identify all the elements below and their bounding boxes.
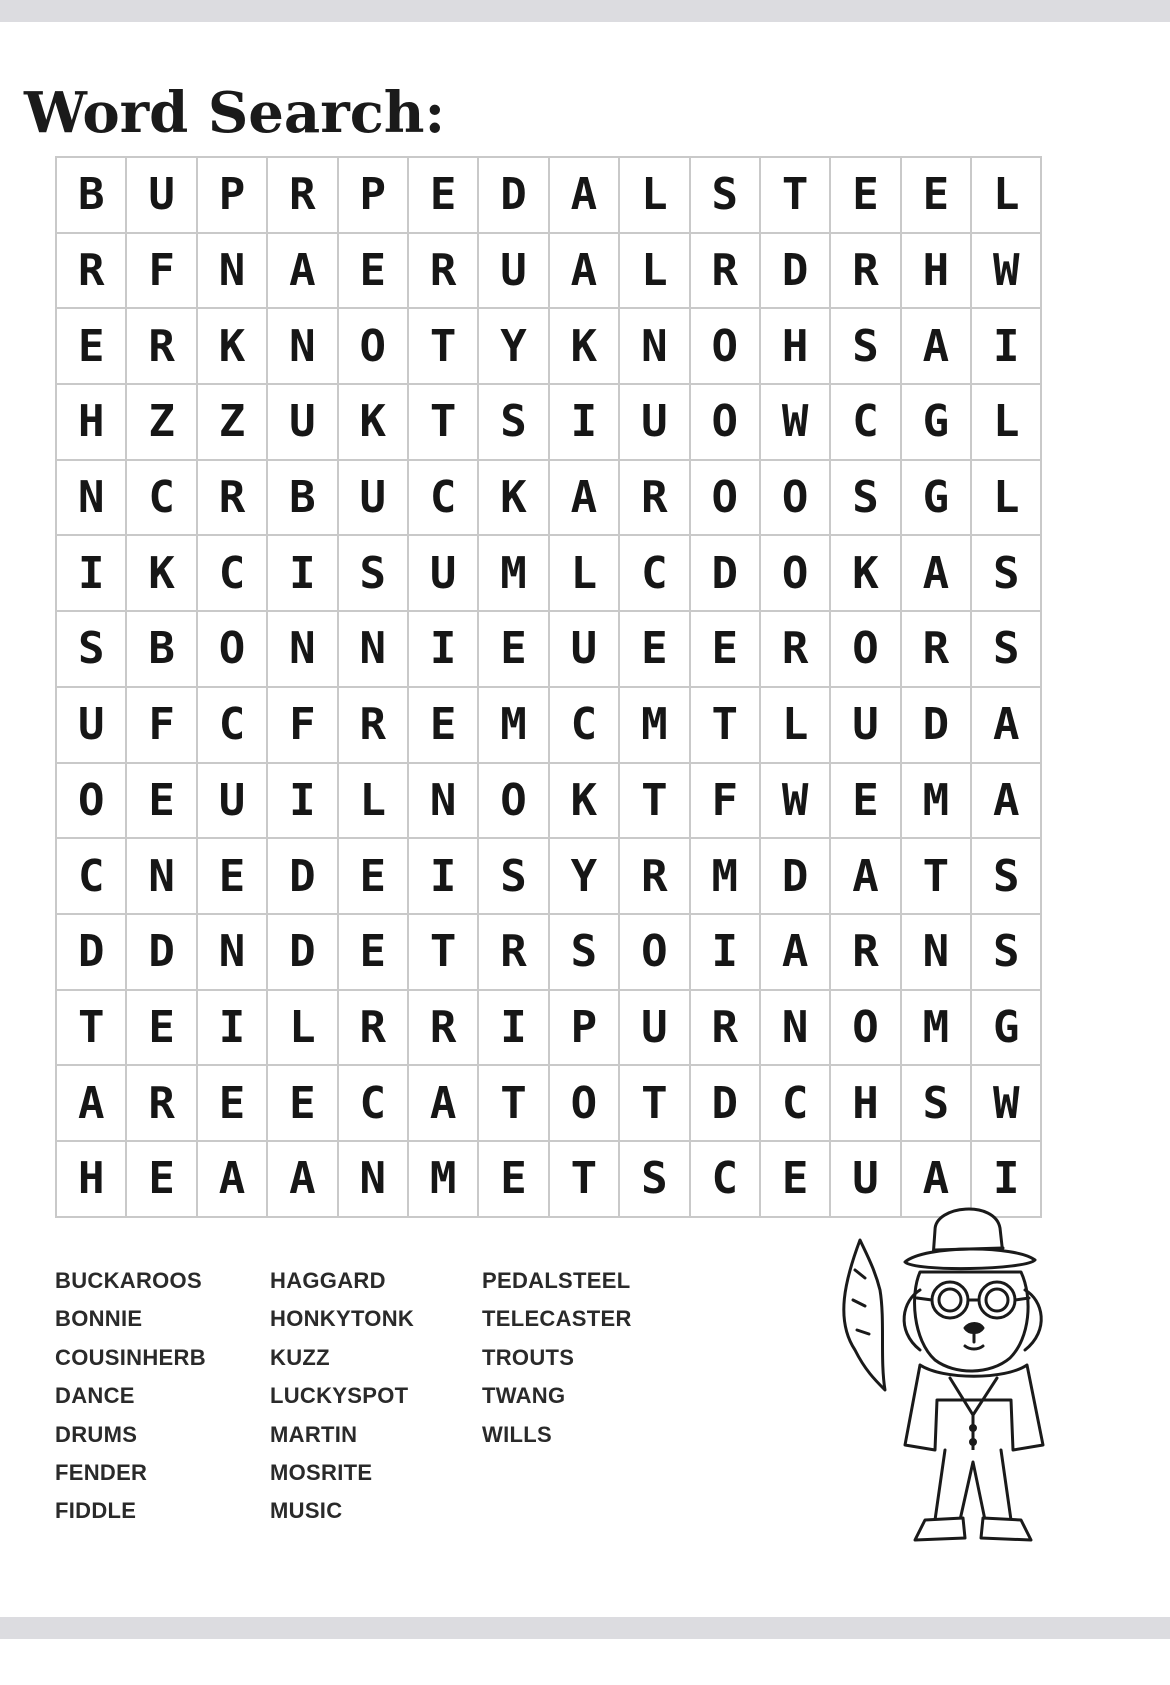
grid-cell[interactable]: A: [902, 309, 972, 385]
grid-cell[interactable]: D: [761, 839, 831, 915]
grid-cell[interactable]: S: [620, 1142, 690, 1218]
word-list-item: MUSIC: [270, 1498, 343, 1524]
word-list: [55, 1262, 682, 1531]
grid-cell[interactable]: K: [198, 309, 268, 385]
word-list-column: [55, 1262, 270, 1531]
grid-cell[interactable]: R: [268, 158, 338, 234]
grid-cell[interactable]: N: [620, 309, 690, 385]
grid-cell[interactable]: E: [902, 158, 972, 234]
grid-cell[interactable]: R: [620, 461, 690, 537]
grid-cell[interactable]: A: [902, 536, 972, 612]
grid-cell[interactable]: A: [550, 234, 620, 310]
grid-cell[interactable]: R: [691, 234, 761, 310]
grid-cell[interactable]: O: [620, 915, 690, 991]
grid-cell[interactable]: E: [127, 991, 197, 1067]
grid-cell[interactable]: O: [691, 461, 761, 537]
grid-cell[interactable]: A: [902, 1142, 972, 1218]
grid-cell[interactable]: O: [761, 461, 831, 537]
grid-cell[interactable]: O: [57, 764, 127, 840]
grid-cell[interactable]: O: [550, 1066, 620, 1142]
grid-cell[interactable]: A: [831, 839, 901, 915]
grid-cell[interactable]: E: [127, 1142, 197, 1218]
grid-cell[interactable]: C: [127, 461, 197, 537]
grid-cell[interactable]: C: [339, 1066, 409, 1142]
grid-cell[interactable]: S: [339, 536, 409, 612]
grid-cell[interactable]: T: [550, 1142, 620, 1218]
grid-cell[interactable]: D: [268, 915, 338, 991]
word-list-item: DRUMS: [55, 1421, 138, 1447]
grid-cell[interactable]: E: [761, 1142, 831, 1218]
grid-cell[interactable]: S: [972, 612, 1042, 688]
page-title: Word Search:: [24, 80, 446, 146]
grid-cell[interactable]: C: [57, 839, 127, 915]
grid-cell[interactable]: M: [902, 991, 972, 1067]
grid-cell[interactable]: N: [409, 764, 479, 840]
grid-cell[interactable]: D: [127, 915, 197, 991]
grid-cell[interactable]: R: [831, 915, 901, 991]
grid-cell[interactable]: E: [57, 309, 127, 385]
grid-cell[interactable]: R: [409, 234, 479, 310]
grid-cell[interactable]: Y: [479, 309, 549, 385]
grid-cell[interactable]: T: [620, 1066, 690, 1142]
grid-cell[interactable]: G: [902, 461, 972, 537]
grid-cell[interactable]: T: [57, 991, 127, 1067]
grid-cell[interactable]: O: [691, 309, 761, 385]
grid-cell[interactable]: E: [339, 915, 409, 991]
grid-cell[interactable]: M: [409, 1142, 479, 1218]
grid-cell[interactable]: L: [550, 536, 620, 612]
grid-cell[interactable]: I: [972, 1142, 1042, 1218]
grid-cell[interactable]: L: [972, 385, 1042, 461]
grid-cell[interactable]: U: [831, 1142, 901, 1218]
grid-cell[interactable]: D: [761, 234, 831, 310]
grid-cell[interactable]: K: [339, 385, 409, 461]
grid-cell[interactable]: N: [198, 234, 268, 310]
grid-cell[interactable]: T: [409, 309, 479, 385]
grid-cell[interactable]: P: [550, 991, 620, 1067]
grid-cell[interactable]: U: [127, 158, 197, 234]
grid-cell[interactable]: E: [339, 839, 409, 915]
grid-cell[interactable]: U: [57, 688, 127, 764]
grid-cell[interactable]: T: [620, 764, 690, 840]
grid-cell[interactable]: F: [127, 688, 197, 764]
grid-cell[interactable]: M: [902, 764, 972, 840]
grid-cell[interactable]: E: [831, 764, 901, 840]
grid-cell[interactable]: O: [831, 612, 901, 688]
grid-cell[interactable]: Z: [127, 385, 197, 461]
grid-cell[interactable]: S: [691, 158, 761, 234]
grid-cell[interactable]: G: [972, 991, 1042, 1067]
grid-cell[interactable]: H: [57, 385, 127, 461]
grid-cell[interactable]: I: [198, 991, 268, 1067]
grid-cell[interactable]: D: [479, 158, 549, 234]
grid-cell[interactable]: Z: [198, 385, 268, 461]
grid-cell[interactable]: A: [57, 1066, 127, 1142]
grid-cell[interactable]: E: [620, 612, 690, 688]
grid-cell[interactable]: H: [831, 1066, 901, 1142]
grid-cell[interactable]: C: [550, 688, 620, 764]
grid-cell[interactable]: E: [479, 612, 549, 688]
grid-cell[interactable]: A: [198, 1142, 268, 1218]
word-list-item: MARTIN: [270, 1421, 358, 1447]
grid-cell[interactable]: B: [268, 461, 338, 537]
grid-cell[interactable]: K: [127, 536, 197, 612]
grid-cell[interactable]: U: [620, 991, 690, 1067]
grid-cell[interactable]: D: [691, 536, 761, 612]
grid-cell[interactable]: S: [479, 839, 549, 915]
grid-cell[interactable]: A: [761, 915, 831, 991]
grid-cell[interactable]: N: [268, 309, 338, 385]
grid-cell[interactable]: C: [691, 1142, 761, 1218]
word-list-item: FENDER: [55, 1459, 148, 1485]
grid-cell[interactable]: N: [339, 1142, 409, 1218]
grid-cell[interactable]: M: [620, 688, 690, 764]
grid-cell[interactable]: E: [409, 688, 479, 764]
grid-cell[interactable]: R: [198, 461, 268, 537]
grid-cell[interactable]: E: [479, 1142, 549, 1218]
grid-cell[interactable]: A: [972, 688, 1042, 764]
grid-cell[interactable]: O: [339, 309, 409, 385]
bear-cowboy-mascot-icon: [825, 1200, 1095, 1560]
grid-cell[interactable]: W: [761, 385, 831, 461]
grid-cell[interactable]: F: [268, 688, 338, 764]
grid-cell[interactable]: R: [339, 688, 409, 764]
top-frame-edge: [0, 0, 1170, 22]
grid-cell[interactable]: C: [409, 461, 479, 537]
grid-cell[interactable]: M: [691, 839, 761, 915]
grid-cell[interactable]: E: [691, 612, 761, 688]
grid-cell[interactable]: R: [620, 839, 690, 915]
grid-cell[interactable]: L: [972, 461, 1042, 537]
grid-cell[interactable]: L: [339, 764, 409, 840]
word-list-item: TWANG: [482, 1383, 566, 1409]
grid-cell[interactable]: O: [761, 536, 831, 612]
grid-cell[interactable]: S: [57, 612, 127, 688]
grid-cell[interactable]: I: [57, 536, 127, 612]
grid-cell[interactable]: I: [550, 385, 620, 461]
grid-cell[interactable]: T: [409, 915, 479, 991]
grid-cell[interactable]: D: [268, 839, 338, 915]
grid-cell[interactable]: T: [761, 158, 831, 234]
grid-cell[interactable]: E: [198, 1066, 268, 1142]
grid-cell[interactable]: T: [902, 839, 972, 915]
word-list-item: TROUTS: [482, 1344, 575, 1370]
grid-cell[interactable]: W: [972, 1066, 1042, 1142]
grid-cell[interactable]: K: [831, 536, 901, 612]
grid-cell[interactable]: K: [479, 461, 549, 537]
grid-cell[interactable]: H: [902, 234, 972, 310]
word-list-item: BUCKAROOS: [55, 1268, 202, 1293]
grid-cell[interactable]: A: [550, 461, 620, 537]
grid-cell[interactable]: U: [339, 461, 409, 537]
grid-cell[interactable]: T: [691, 688, 761, 764]
grid-cell[interactable]: E: [127, 764, 197, 840]
grid-cell[interactable]: E: [409, 158, 479, 234]
word-list-item: COUSINHERB: [55, 1344, 206, 1370]
word-list-item: MOSRITE: [270, 1459, 373, 1485]
grid-cell[interactable]: F: [127, 234, 197, 310]
grid-cell[interactable]: U: [550, 612, 620, 688]
word-list-item: WILLS: [482, 1421, 552, 1447]
grid-cell[interactable]: A: [409, 1066, 479, 1142]
word-list-item: BONNIE: [55, 1306, 143, 1332]
grid-cell[interactable]: S: [831, 461, 901, 537]
grid-cell[interactable]: P: [198, 158, 268, 234]
grid-cell[interactable]: C: [761, 1066, 831, 1142]
word-list-item: LUCKYSPOT: [270, 1383, 409, 1409]
grid-cell[interactable]: L: [972, 158, 1042, 234]
word-search-grid: [55, 156, 1042, 1218]
word-list-column: [482, 1262, 682, 1531]
word-list-item: HONKYTONK: [270, 1306, 415, 1332]
grid-cell[interactable]: N: [268, 612, 338, 688]
grid-cell[interactable]: S: [972, 536, 1042, 612]
grid-cell[interactable]: A: [550, 158, 620, 234]
grid-cell[interactable]: P: [339, 158, 409, 234]
grid-cell[interactable]: C: [620, 536, 690, 612]
grid-cell[interactable]: L: [620, 234, 690, 310]
grid-cell[interactable]: C: [198, 536, 268, 612]
grid-cell[interactable]: N: [127, 839, 197, 915]
grid-cell[interactable]: L: [761, 688, 831, 764]
grid-cell[interactable]: U: [268, 385, 338, 461]
grid-cell[interactable]: D: [691, 1066, 761, 1142]
grid-cell[interactable]: R: [831, 234, 901, 310]
grid-cell[interactable]: O: [198, 612, 268, 688]
grid-cell[interactable]: R: [127, 1066, 197, 1142]
grid-cell[interactable]: S: [550, 915, 620, 991]
grid-cell[interactable]: U: [620, 385, 690, 461]
grid-cell[interactable]: L: [620, 158, 690, 234]
grid-cell[interactable]: O: [479, 764, 549, 840]
grid-cell[interactable]: N: [339, 612, 409, 688]
grid-cell[interactable]: R: [409, 991, 479, 1067]
grid-cell[interactable]: R: [57, 234, 127, 310]
grid-cell[interactable]: K: [550, 764, 620, 840]
grid-cell[interactable]: R: [761, 612, 831, 688]
grid-cell[interactable]: C: [198, 688, 268, 764]
grid-cell[interactable]: T: [409, 385, 479, 461]
grid-cell[interactable]: U: [479, 234, 549, 310]
grid-cell[interactable]: I: [268, 764, 338, 840]
grid-cell[interactable]: S: [972, 915, 1042, 991]
grid-cell[interactable]: S: [972, 839, 1042, 915]
grid-cell[interactable]: E: [339, 234, 409, 310]
grid-cell[interactable]: I: [268, 536, 338, 612]
grid-cell[interactable]: B: [127, 612, 197, 688]
grid-cell[interactable]: D: [57, 915, 127, 991]
grid-cell[interactable]: S: [902, 1066, 972, 1142]
grid-cell[interactable]: W: [972, 234, 1042, 310]
grid-cell[interactable]: E: [831, 158, 901, 234]
grid-cell[interactable]: H: [761, 309, 831, 385]
grid-cell[interactable]: T: [479, 1066, 549, 1142]
grid-cell[interactable]: I: [409, 839, 479, 915]
grid-cell[interactable]: A: [972, 764, 1042, 840]
grid-cell[interactable]: H: [57, 1142, 127, 1218]
bottom-margin: [0, 1639, 1170, 1685]
grid-cell[interactable]: A: [268, 234, 338, 310]
grid-cell[interactable]: Y: [550, 839, 620, 915]
grid-cell[interactable]: A: [268, 1142, 338, 1218]
grid-cell[interactable]: U: [198, 764, 268, 840]
grid-cell[interactable]: U: [409, 536, 479, 612]
grid-cell[interactable]: N: [57, 461, 127, 537]
grid-cell[interactable]: F: [691, 764, 761, 840]
word-list-item: DANCE: [55, 1383, 135, 1409]
grid-cell[interactable]: R: [339, 991, 409, 1067]
grid-cell[interactable]: N: [902, 915, 972, 991]
grid-cell[interactable]: I: [409, 612, 479, 688]
word-list-item: PEDALSTEEL: [482, 1268, 631, 1293]
word-list-item: FIDDLE: [55, 1498, 137, 1524]
grid-cell[interactable]: M: [479, 536, 549, 612]
grid-cell[interactable]: S: [831, 309, 901, 385]
grid-cell[interactable]: C: [831, 385, 901, 461]
grid-cell[interactable]: D: [902, 688, 972, 764]
grid-cell[interactable]: B: [57, 158, 127, 234]
word-list-column: [270, 1262, 482, 1531]
grid-cell[interactable]: I: [479, 991, 549, 1067]
grid-cell[interactable]: M: [479, 688, 549, 764]
grid-cell[interactable]: R: [691, 991, 761, 1067]
grid-cell[interactable]: I: [691, 915, 761, 991]
grid-cell[interactable]: O: [831, 991, 901, 1067]
grid-cell[interactable]: G: [902, 385, 972, 461]
word-list-item: KUZZ: [270, 1344, 330, 1370]
grid-cell[interactable]: N: [198, 915, 268, 991]
grid-cell[interactable]: I: [972, 309, 1042, 385]
grid-cell[interactable]: E: [268, 1066, 338, 1142]
bottom-frame-edge: [0, 1617, 1170, 1639]
grid-cell[interactable]: W: [761, 764, 831, 840]
word-list-item: TELECASTER: [482, 1306, 632, 1332]
word-list-item: HAGGARD: [270, 1268, 386, 1293]
grid-cell[interactable]: R: [127, 309, 197, 385]
grid-cell[interactable]: U: [831, 688, 901, 764]
grid-cell[interactable]: R: [479, 915, 549, 991]
grid-cell[interactable]: S: [479, 385, 549, 461]
grid-cell[interactable]: N: [761, 991, 831, 1067]
grid-cell[interactable]: E: [198, 839, 268, 915]
grid-cell[interactable]: L: [268, 991, 338, 1067]
grid-cell[interactable]: K: [550, 309, 620, 385]
grid-cell[interactable]: R: [902, 612, 972, 688]
grid-cell[interactable]: O: [691, 385, 761, 461]
